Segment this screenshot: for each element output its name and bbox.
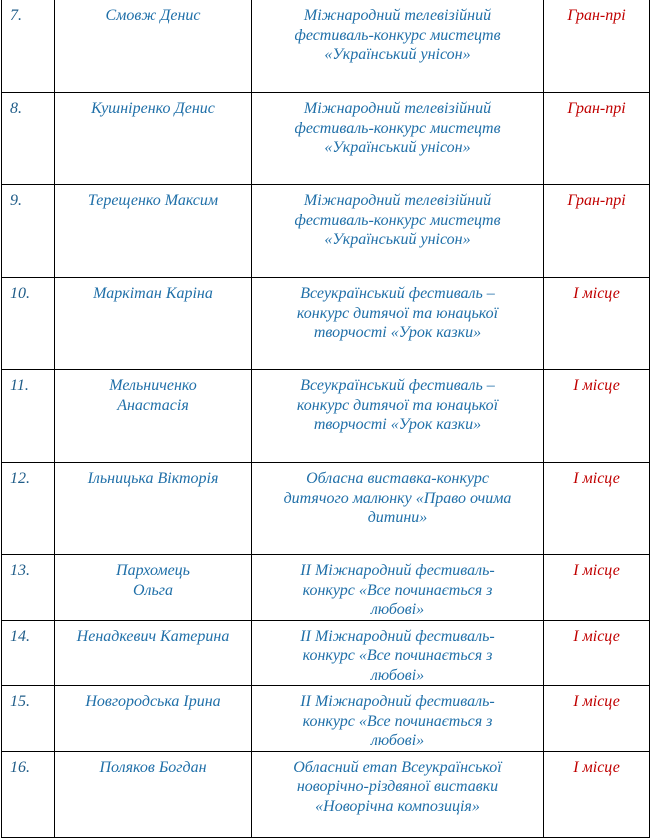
- event-title-line: «Новорічна композиція»: [315, 797, 480, 815]
- award-place: І місце: [544, 278, 650, 370]
- award-place: І місце: [544, 751, 650, 837]
- student-name: [55, 278, 252, 370]
- student-name: [55, 370, 252, 463]
- student-name-line: Терещенко Максим: [87, 192, 219, 209]
- award-place: І місце: [544, 555, 650, 621]
- award-place: Гран-прі: [544, 93, 650, 185]
- event-title-line: конкурс «Все починається з: [302, 581, 493, 599]
- event-title-line: любові»: [370, 732, 425, 749]
- row-number: 8.: [2, 93, 55, 185]
- event-title-line: Міжнародний телевізійний: [303, 7, 492, 24]
- student-name-line: Ненадкевич Катерина: [76, 627, 230, 645]
- row-number: 13.: [2, 555, 55, 621]
- event-title-line: конкурс дитячої та юнацької: [296, 396, 499, 414]
- row-number: 15.: [2, 686, 55, 752]
- table-row: [2, 278, 650, 370]
- student-name: [55, 93, 252, 185]
- event-title-line: Всеукраїнський фестиваль –: [300, 377, 495, 394]
- table-row: [2, 555, 650, 621]
- row-number: 14.: [2, 620, 55, 686]
- event-title-line: ІІ Міжнародний фестиваль-: [300, 627, 495, 645]
- event-title: [252, 0, 544, 93]
- student-name-line: Поляков Богдан: [99, 758, 207, 776]
- event-title-line: ІІ Міжнародний фестиваль-: [300, 562, 495, 579]
- award-place: Гран-прі: [544, 185, 650, 278]
- event-title-line: Обласна виставка-конкурс: [306, 470, 489, 487]
- table-row: [2, 0, 650, 93]
- awards-table-body: [2, 0, 650, 837]
- event-title-line: Міжнародний телевізійний: [303, 192, 492, 209]
- event-title-line: любові»: [370, 601, 425, 618]
- student-name-line: Смовж Денис: [105, 7, 201, 24]
- table-row: [2, 463, 650, 555]
- award-place: Гран-прі: [544, 0, 650, 93]
- award-place: І місце: [544, 463, 650, 555]
- student-name: [55, 620, 252, 686]
- table-row: [2, 370, 650, 463]
- award-place: І місце: [544, 686, 650, 752]
- row-number: 11.: [2, 370, 55, 463]
- event-title-line: ІІ Міжнародний фестиваль-: [300, 693, 495, 710]
- student-name-line: Маркітан Каріна: [93, 285, 213, 302]
- student-name-line: Пархомець: [116, 562, 190, 579]
- event-title-line: конкурс «Все починається з: [302, 647, 493, 664]
- event-title-line: дитини»: [367, 509, 428, 526]
- event-title-line: фестиваль-конкурс мистецтв: [294, 26, 501, 44]
- student-name-line: Мельниченко: [109, 377, 197, 394]
- awards-table: [1, 0, 650, 838]
- table-row: [2, 686, 650, 752]
- event-title-line: фестиваль-конкурс мистецтв: [294, 119, 501, 137]
- event-title-line: дитячого малюнку «Право очима: [283, 489, 512, 507]
- student-name: [55, 463, 252, 555]
- student-name: [55, 686, 252, 752]
- table-row: [2, 93, 650, 185]
- row-number: 12.: [2, 463, 55, 555]
- student-name-line: Ільницька Вікторія: [87, 470, 219, 487]
- table-row: [2, 751, 650, 837]
- event-title-line: Міжнародний телевізійний: [303, 100, 492, 117]
- event-title: [252, 278, 544, 370]
- event-title-line: «Український унісон»: [324, 139, 471, 156]
- event-title-line: творчості «Урок казки»: [313, 324, 482, 341]
- student-name: [55, 555, 252, 621]
- event-title: [252, 555, 544, 621]
- event-title: [252, 620, 544, 686]
- student-name-line: Кушніренко Денис: [91, 100, 215, 117]
- event-title-line: любові»: [370, 666, 425, 684]
- event-title-line: конкурс «Все починається з: [302, 712, 493, 730]
- event-title-line: конкурс дитячої та юнацької: [296, 304, 499, 322]
- table-row: [2, 620, 650, 686]
- event-title: [252, 751, 544, 837]
- student-name: [55, 751, 252, 837]
- row-number: 7.: [2, 0, 55, 93]
- event-title-line: «Український унісон»: [324, 46, 471, 63]
- student-name: [55, 0, 252, 93]
- event-title: [252, 93, 544, 185]
- row-number: 9.: [2, 185, 55, 278]
- student-name-line: Новгородська Ірина: [85, 693, 221, 710]
- event-title-line: творчості «Урок казки»: [313, 416, 482, 433]
- event-title-line: Всеукраїнський фестиваль –: [300, 285, 495, 302]
- award-place: І місце: [544, 370, 650, 463]
- student-name-line: Анастасія: [117, 396, 189, 414]
- event-title: [252, 370, 544, 463]
- row-number: 16.: [2, 751, 55, 837]
- event-title: [252, 185, 544, 278]
- award-place: І місце: [544, 620, 650, 686]
- table-row: [2, 185, 650, 278]
- event-title-line: новорічно-різдвяної виставки: [296, 778, 499, 795]
- event-title: [252, 686, 544, 752]
- row-number: 10.: [2, 278, 55, 370]
- event-title-line: фестиваль-конкурс мистецтв: [294, 211, 501, 229]
- student-name: [55, 185, 252, 278]
- student-name-line: Ольга: [132, 581, 174, 599]
- event-title-line: Обласний етап Всеукраїнської: [293, 758, 502, 776]
- event-title: [252, 463, 544, 555]
- event-title-line: «Український унісон»: [324, 231, 471, 248]
